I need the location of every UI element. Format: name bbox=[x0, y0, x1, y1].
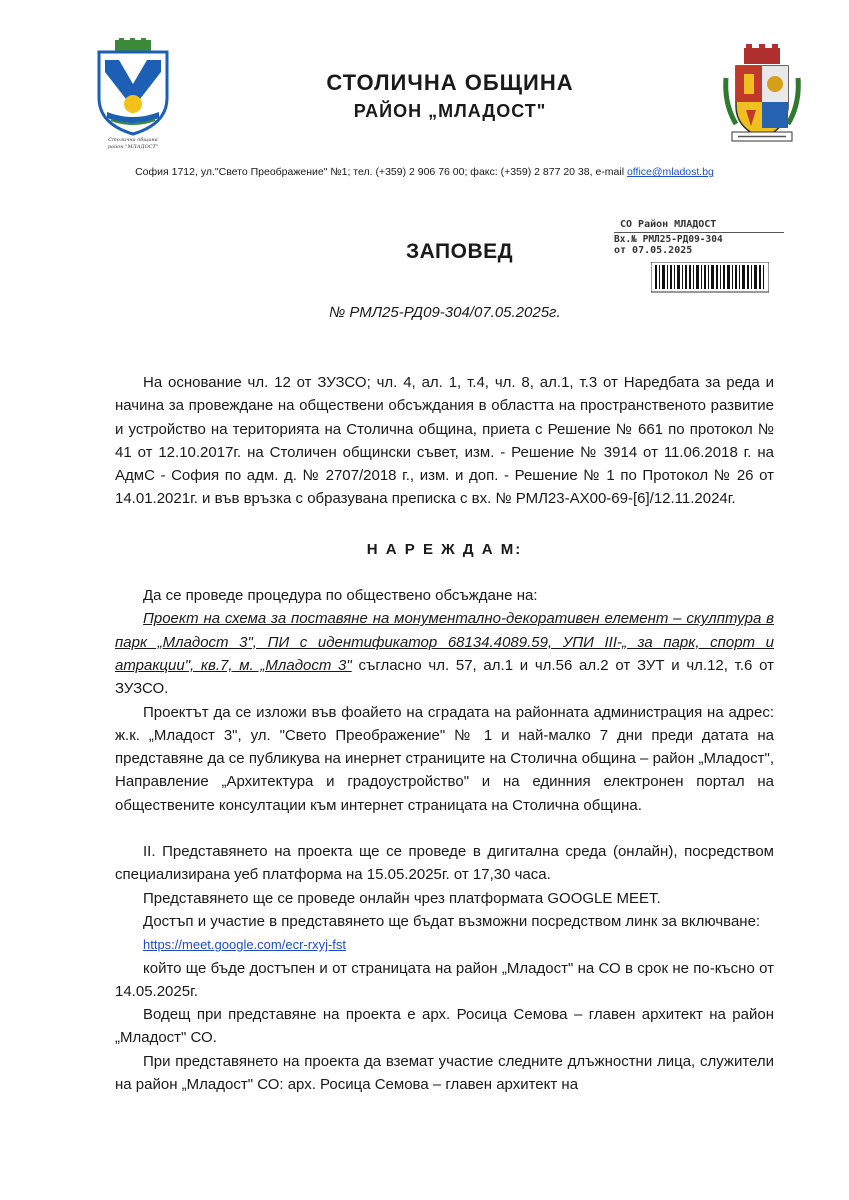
meet-link[interactable]: https://meet.google.com/ecr-rxyj-fst bbox=[143, 937, 347, 953]
stamp-date: от 07.05.2025 bbox=[614, 245, 693, 256]
stamp-office: СО Район МЛАДОСТ bbox=[620, 219, 717, 230]
district-title: РАЙОН „МЛАДОСТ" bbox=[353, 101, 547, 121]
host-paragraph: Водещ при представяне на проекта е арх. Росица Семова – главен архитект на район „Младост" СО. bbox=[115, 1006, 774, 1047]
procedure-paragraph: Да се проведе процедура по обществено обсъждане на: bbox=[143, 587, 538, 605]
document-body bbox=[115, 371, 774, 1096]
legal-basis-paragraph: На основание чл. 12 от ЗУЗСО; чл. 4, ал. 1, т.4, чл. 8, ал.1, т.3 от Наредбата за реда и начина за провеждане на обществени обсъждания в областта на пространственото развитие и устройство на територията на Столична община, приета с Решение № 661 по протокол № 41 от 12.10.2017г. на Столичен общински съвет, изм. - Решение № 3914 от 11.06.2018 г. на АдмС - София по адм. д. № 2707/2018 г., изм. и доп. - Решение № 1 по Протокол № 26 от 14.01.2021г. и във връзка с образувана преписка с вх. № РМЛ23-АХ00-69-[6]/12.11.2024г. bbox=[115, 374, 774, 508]
email-link[interactable]: office@mladost.bg bbox=[626, 166, 714, 178]
svg-text:Столична община: Столична община bbox=[108, 137, 158, 143]
mladost-emblem-logo bbox=[93, 38, 173, 150]
barcode bbox=[651, 262, 769, 298]
order-heading: Н А Р Е Ж Д А М: bbox=[366, 540, 523, 558]
presentation-paragraph: II. Представянето на проекта ще се проведе в дигитална среда (онлайн), посредством специализирана уеб платформа на 15.05.2025г. от 17,30 часа. bbox=[115, 843, 774, 884]
project-paragraph bbox=[115, 607, 774, 700]
stamp-incoming-number: Вх.№ РМЛ25-РД09-304 bbox=[614, 232, 784, 245]
registration-stamp bbox=[614, 219, 784, 256]
platform-paragraph: Представянето ще се проведе онлайн чрез платформата GOOGLE MEET. bbox=[143, 889, 661, 907]
sofia-coat-of-arms-logo bbox=[722, 44, 802, 148]
availability-paragraph: който ще бъде достъпен и от страницата на район „Младост" на СО в срок не по-късно от 14.05.2025г. bbox=[115, 959, 774, 1000]
access-paragraph: Достъп и участие в представянето ще бъдат възможни посредством линк за включване: bbox=[143, 912, 761, 930]
spacer bbox=[115, 561, 774, 584]
document-title: ЗАПОВЕД bbox=[406, 240, 514, 263]
meet-link-paragraph bbox=[115, 933, 774, 956]
contact-address-line bbox=[0, 166, 849, 178]
address-text: София 1712, ул."Свето Преображение" №1; тел. (+359) 2 906 76 00; факс: (+359) 2 877 20 38, e-mail bbox=[135, 166, 627, 178]
document-number: № РМЛ25-РД09-304/07.05.2025г. bbox=[329, 304, 561, 321]
spacer bbox=[115, 817, 774, 840]
project-title: Проект на схема за поставяне на монументално-декоративен елемент – скулптура в парк „Младост 3", ПИ с идентификатор 68134.4089.59, УПИ III-„ за парк, спорт и атракции", кв.7, м. „Младост 3" bbox=[115, 610, 774, 674]
exhibition-paragraph: Проектът да се изложи във фоайето на сградата на районната администрация на адрес: ж.к. „Младост 3", ул. "Свето Преображение" № 1 и най-малко 7 дни преди датата на представяне да се публикува на инернет страниците на Столична община – район „Младост", Направление „Архитектура и градоустройство" и на единния електронен портал на обществените консултации към интернет страницата на Столична община. bbox=[115, 703, 774, 814]
svg-text:район "МЛАДОСТ": район "МЛАДОСТ" bbox=[107, 144, 159, 150]
spacer bbox=[115, 511, 774, 534]
participants-paragraph: При представянето на проекта да вземат участие следните длъжностни лица, служители на район „Младост" СО: арх. Росица Семова – главен архитект на bbox=[115, 1052, 774, 1094]
project-legal-basis: съгласно чл. 57, ал.1 и чл.56 ал.2 от ЗУТ и чл.12, т.6 от ЗУЗСО. bbox=[115, 656, 774, 698]
municipality-title: СТОЛИЧНА ОБЩИНА bbox=[326, 70, 574, 95]
